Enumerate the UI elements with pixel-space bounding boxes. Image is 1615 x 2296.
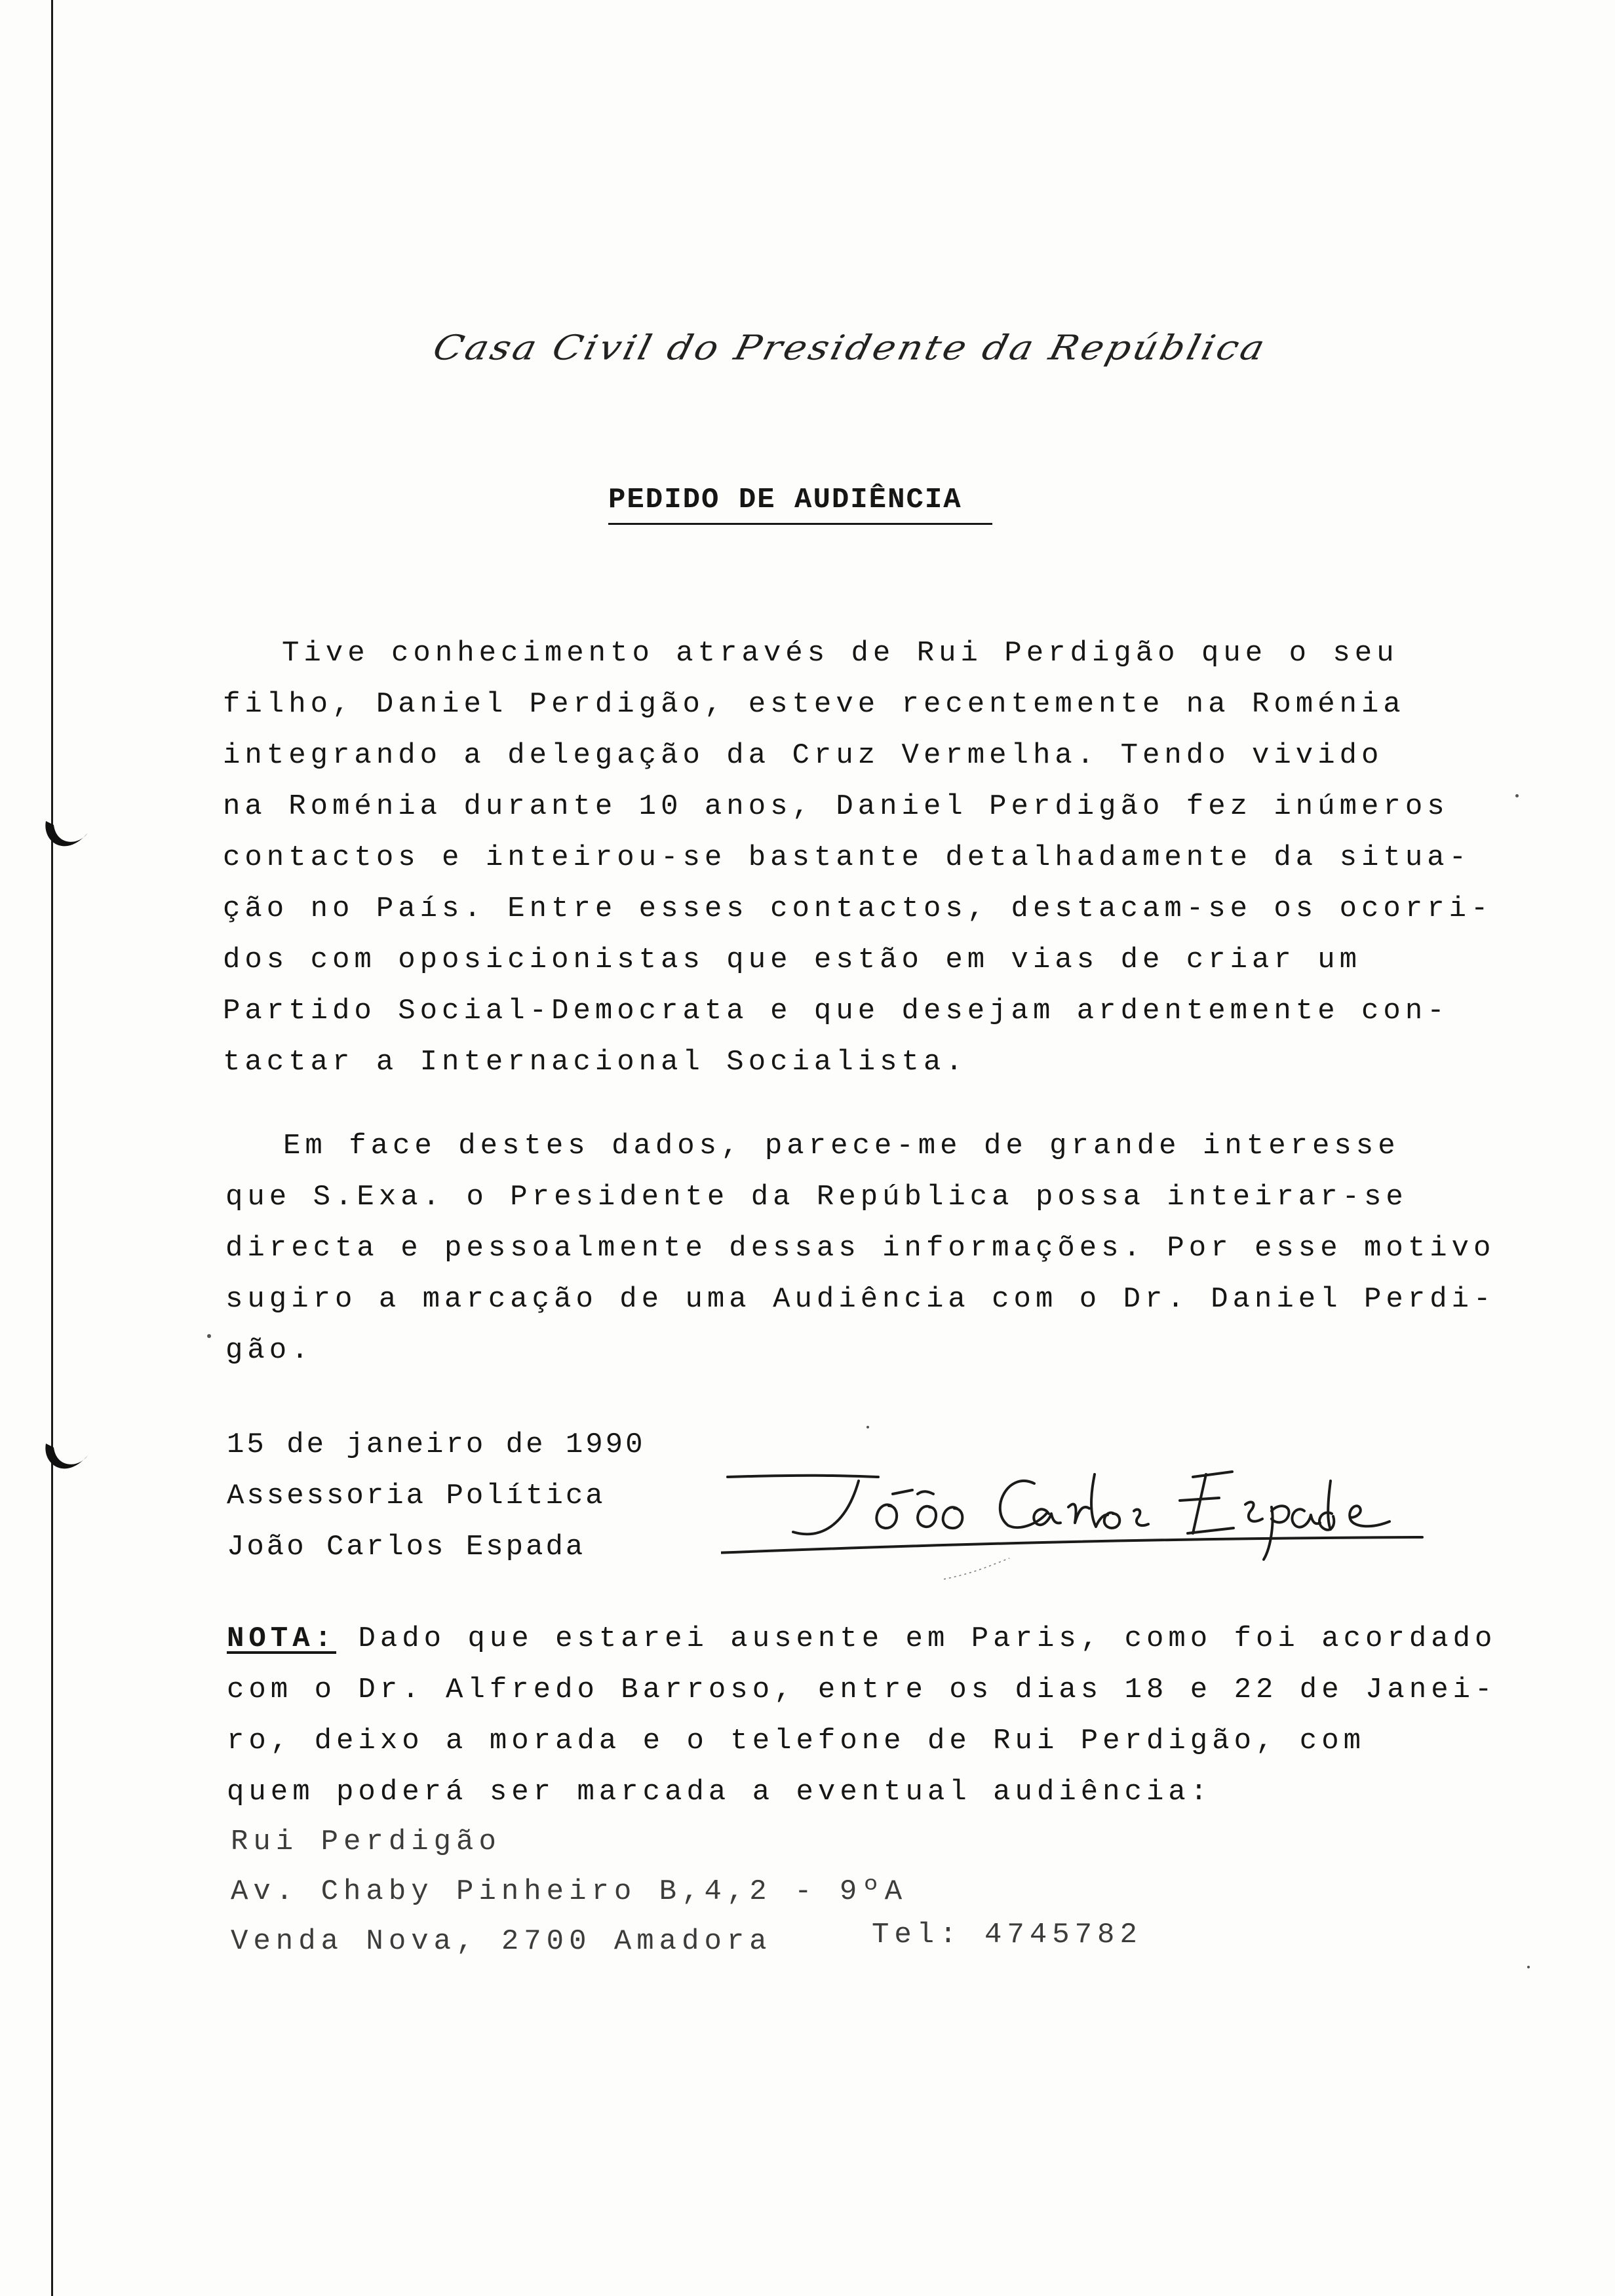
handwritten-signature [721,1428,1429,1586]
title-underline [608,523,992,525]
margin-rule [51,0,53,2296]
contact-street: Av. Chaby Pinheiro B,4,2 - 9ºA [231,1875,908,1908]
paragraph-1-line: tactar a Internacional Socialista. [223,1046,967,1079]
nota-line: quem poderá ser marcada a eventual audiência: [227,1776,1213,1808]
letter-date: 15 de janeiro de 1990 [227,1428,646,1461]
nota-line: ro, deixo a morada e o telefone de Rui Perdigão, com [227,1725,1366,1757]
paragraph-1-line: dos com oposicionistas que estão em vias de criar um [223,944,1362,976]
paragraph-1-line: Partido Social-Democrata e que desejam ardentemente con- [223,995,1449,1027]
contact-phone: Tel: 4745782 [872,1919,1142,1951]
paragraph-1-line: ção no País. Entre esses contactos, destacam-se os ocorri- [223,892,1493,925]
scan-speck [1527,1966,1530,1968]
scan-speck [207,1334,211,1338]
nota-first-line [227,1622,1496,1655]
punch-hole-mark [39,816,92,858]
paragraph-1-line: na Roménia durante 10 anos, Daniel Perdigão fez inúmeros [223,790,1449,823]
signoff-name: João Carlos Espada [227,1531,586,1563]
scan-speck [866,1426,869,1428]
paragraph-1-line: filho, Daniel Perdigão, esteve recentemente na Roménia [223,688,1405,721]
paragraph-1-line: contactos e inteirou-se bastante detalhadamente da situa- [223,841,1471,874]
nota-text: Dado que estarei ausente em Paris, como foi acordado [358,1622,1497,1655]
signoff-department: Assessoria Política [227,1480,606,1512]
paragraph-2-line: gão. [225,1334,313,1367]
scan-speck [1515,794,1519,797]
nota-label: NOTA: [227,1622,337,1655]
paragraph-2-line: sugiro a marcação de uma Audiência com o Dr. Daniel Perdi- [225,1283,1496,1316]
contact-name: Rui Perdigão [231,1826,501,1858]
punch-hole-mark [39,1438,92,1480]
nota-line: com o Dr. Alfredo Barroso, entre os dias 18 e 22 de Janei- [227,1674,1497,1706]
paragraph-2-line: directa e pessoalmente dessas informações. Por esse motivo [225,1232,1496,1265]
paragraph-2-line: Em face destes dados, parece-me de grande interesse [283,1130,1400,1162]
document-title: PEDIDO DE AUDIÊNCIA [608,484,962,516]
contact-city: Venda Nova, 2700 Amadora [231,1925,772,1958]
letterhead: Casa Civil do Presidente da República [429,328,1272,368]
paragraph-2-line: que S.Exa. o Presidente da República possa inteirar-se [225,1181,1408,1214]
paragraph-1-line: Tive conhecimento através de Rui Perdigão que o seu [282,637,1399,670]
paragraph-1-line: integrando a delegação da Cruz Vermelha. Tendo vivido [223,739,1384,772]
